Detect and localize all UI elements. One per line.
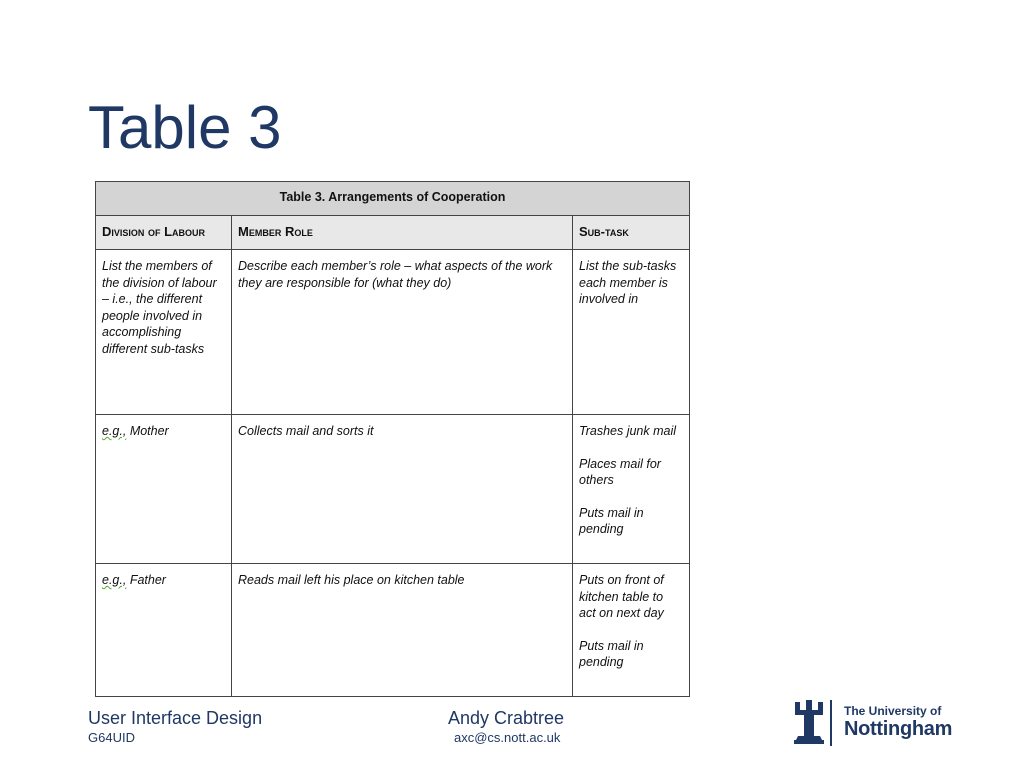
table-header-row [96, 216, 690, 250]
subtask-cell [573, 415, 690, 564]
role-cell: Collects mail and sorts it [232, 415, 573, 564]
university-logo [792, 700, 957, 748]
division-description: List the members of the division of labour – i.e., the different people involved in accomplishing different sub-tasks [96, 250, 232, 415]
subtask-description: List the sub-tasks each member is involved in [573, 250, 690, 415]
course-code: G64UID [88, 730, 135, 745]
course-title: User Interface Design [88, 708, 263, 728]
subtask-item: Puts on front of kitchen table to act on next day [579, 573, 664, 620]
subtask-item: Places mail for others [579, 456, 661, 487]
member-cell [96, 564, 232, 697]
slide-title: Table 3 [88, 94, 282, 161]
role-cell: Reads mail left his place on kitchen table [232, 564, 573, 697]
subtask-item: Trashes junk mail [579, 424, 677, 438]
header-sub-task: Sub-task [573, 216, 690, 250]
subtask-item: Puts mail in pending [579, 505, 644, 536]
member-name: Father [129, 573, 166, 587]
table-row [96, 250, 690, 415]
logo-text-line2: Nottingham [844, 718, 953, 740]
member-name: Mother [129, 424, 169, 438]
logo-text-line1: The University of [844, 704, 942, 718]
role-description: Describe each member’s role – what aspects of the work they are responsible for (what they do) [232, 250, 573, 415]
author-email: axc@cs.nott.ac.uk [454, 730, 561, 745]
crest-icon [792, 700, 826, 746]
table-caption-row [96, 182, 690, 216]
subtask-item: Puts mail in pending [579, 638, 644, 669]
footer-course [88, 707, 262, 747]
header-member-role: Member Role [232, 216, 573, 250]
table-caption: Table 3. Arrangements of Cooperation [96, 182, 690, 216]
header-division-of-labour: Division of Labour [96, 216, 232, 250]
table-row [96, 564, 690, 697]
cooperation-table [95, 181, 690, 697]
eg-label: e.g., [102, 424, 127, 438]
subtask-cell [573, 564, 690, 697]
author-name: Andy Crabtree [448, 708, 565, 728]
eg-label: e.g., [102, 573, 127, 587]
footer-author [448, 707, 564, 747]
logo-divider [830, 700, 832, 746]
table-row [96, 415, 690, 564]
member-cell [96, 415, 232, 564]
